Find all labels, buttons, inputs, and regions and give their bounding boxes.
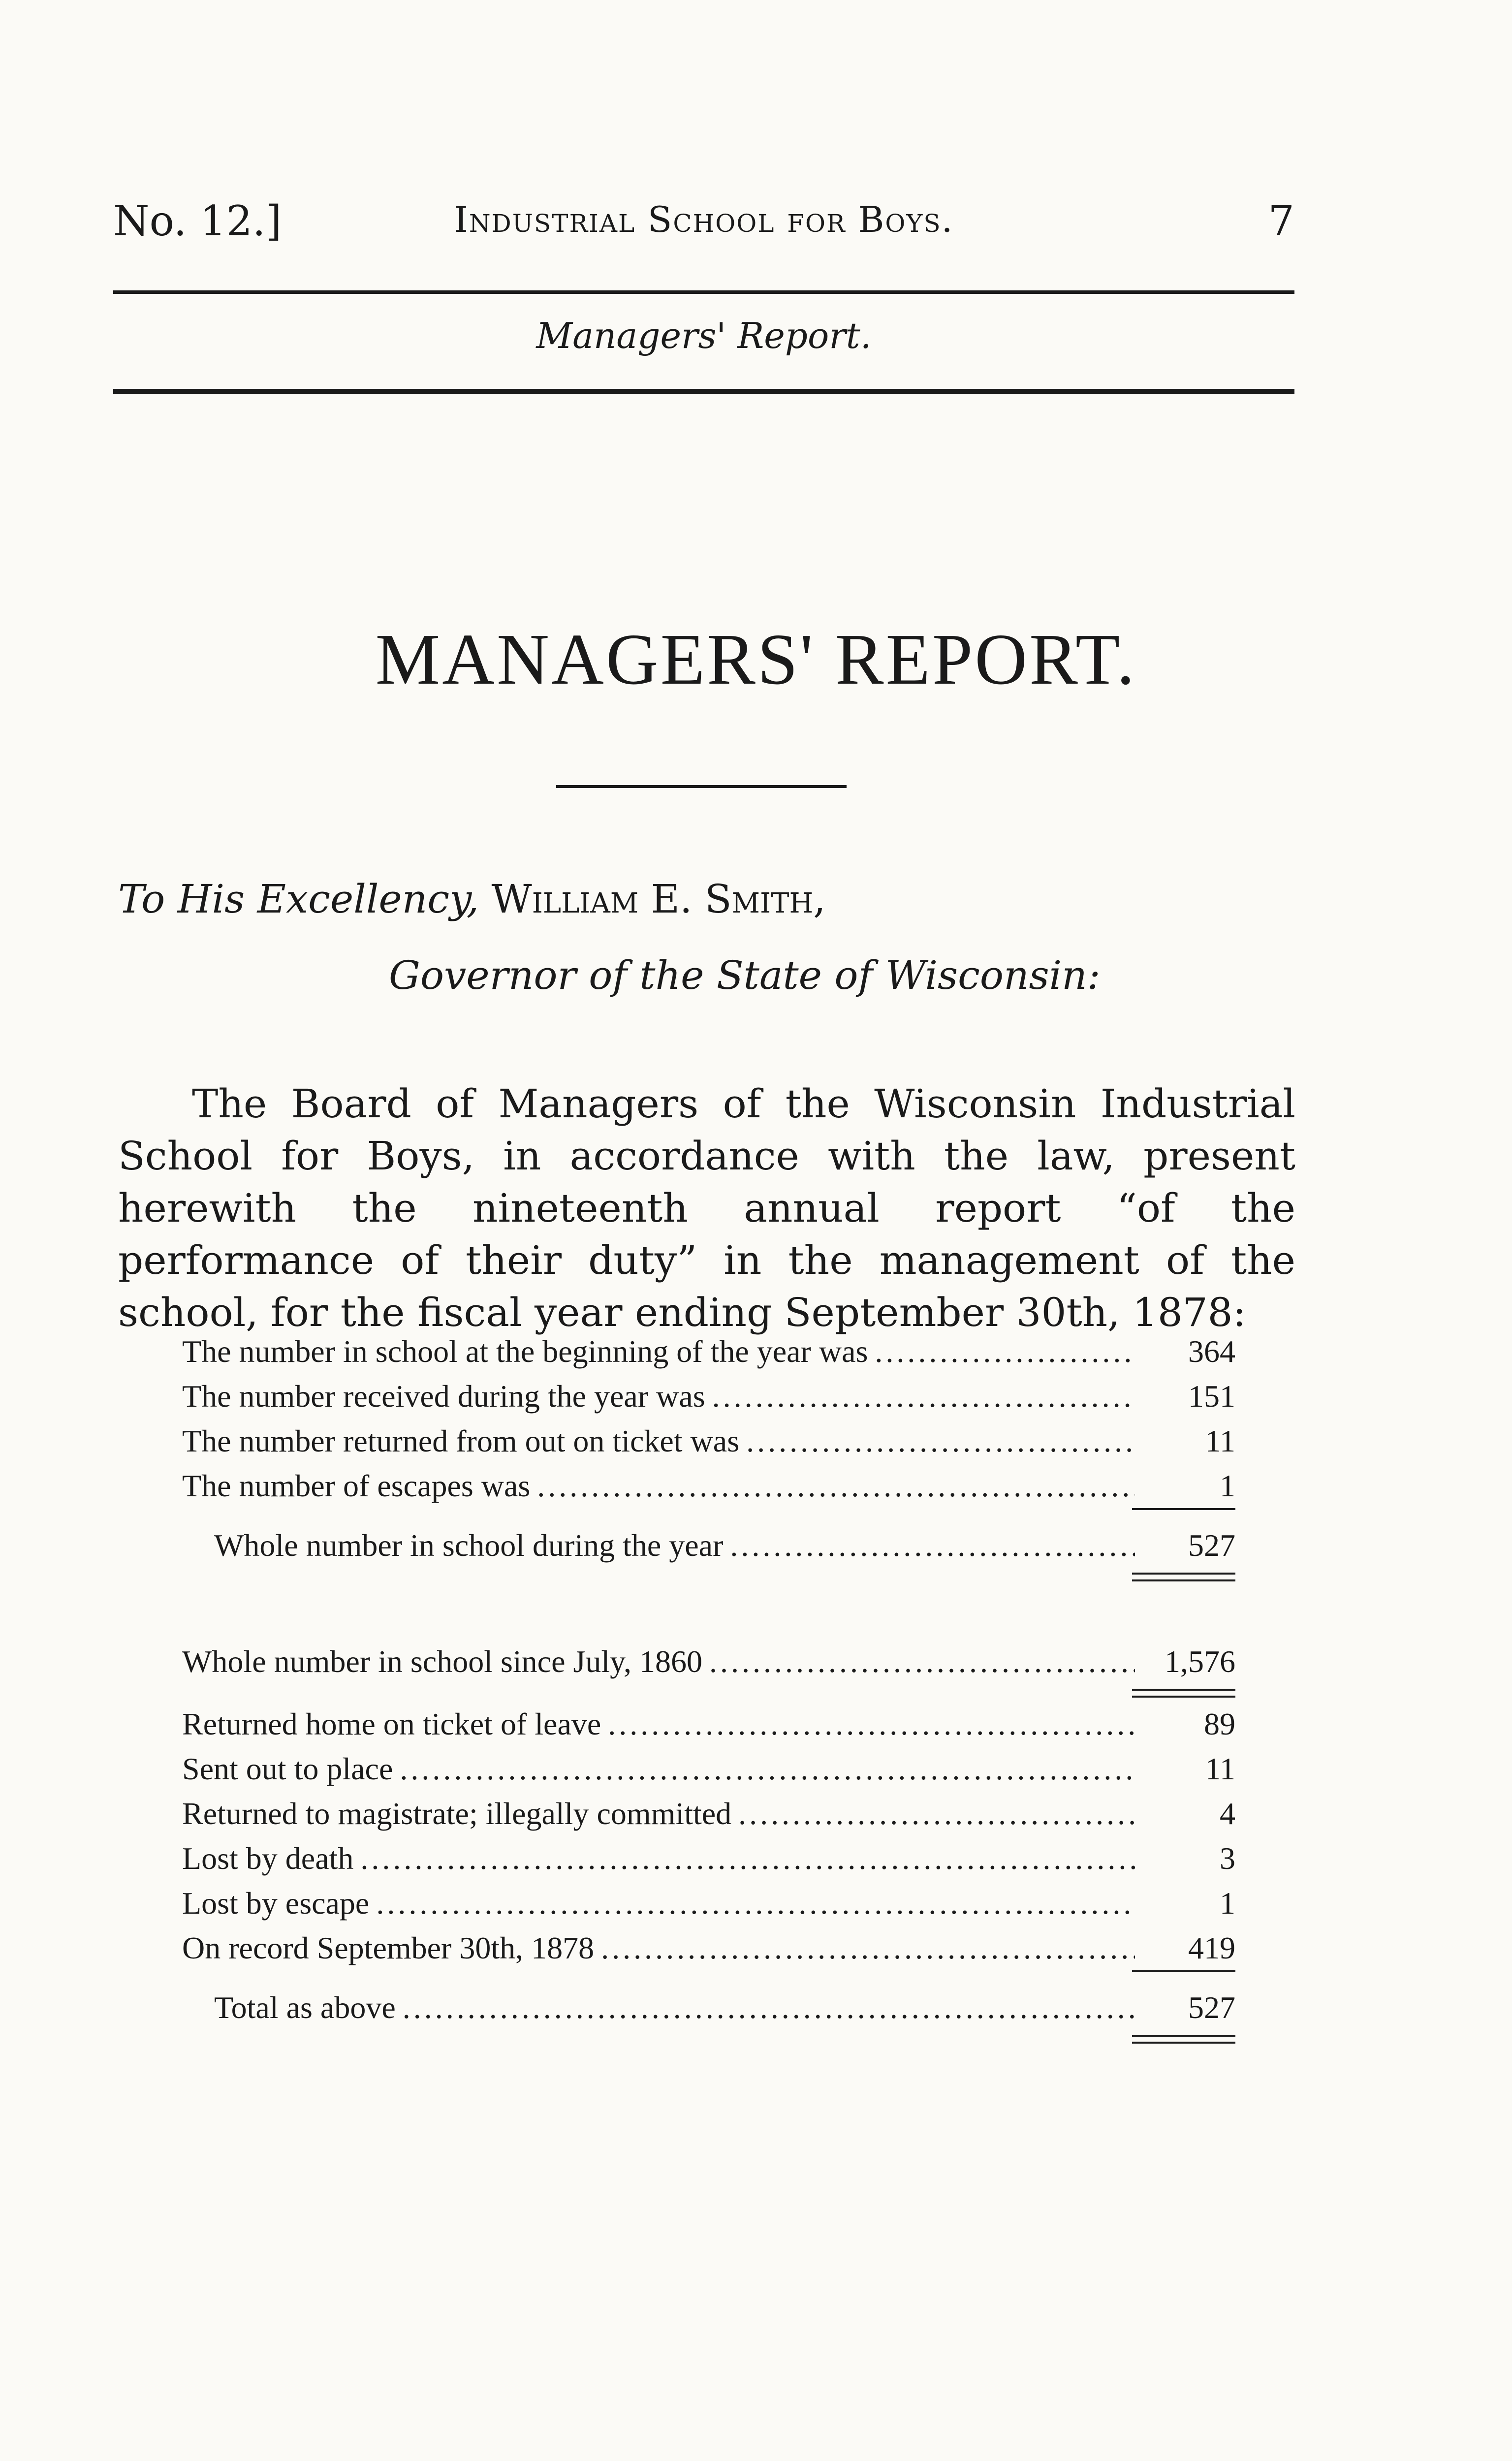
row-label: The number in school at the beginning of the year was [182, 1334, 868, 1369]
title-rule [556, 785, 847, 788]
table-row [182, 1374, 1235, 1419]
leader-dots [537, 1463, 1135, 1508]
leader-dots [601, 1925, 1135, 1970]
double-rule [182, 2030, 1235, 2050]
page-number: 7 [1268, 197, 1294, 245]
double-rule [182, 1684, 1235, 1702]
leader-dots [738, 1791, 1135, 1836]
row-value: 1,576 [1165, 1644, 1235, 1679]
double-rule [182, 1568, 1235, 1587]
row-label: Returned home on ticket of leave [182, 1706, 601, 1741]
section-subtitle: Managers' Report. [536, 315, 872, 356]
page-title: MANAGERS' REPORT. [375, 619, 1137, 700]
stats-since-table [182, 1639, 1235, 2050]
leader-dots [360, 1836, 1135, 1881]
running-title: Industrial School for Boys. [454, 199, 954, 240]
table-row [182, 1746, 1235, 1791]
total-row [182, 1523, 1235, 1568]
row-value: 151 [1188, 1379, 1235, 1414]
salutation: To His Excellency, [118, 876, 479, 922]
row-value: 1 [1220, 1468, 1235, 1503]
row-label: The number of escapes was [182, 1468, 531, 1503]
leader-dots [875, 1329, 1135, 1374]
leader-dots [376, 1881, 1135, 1925]
table-row [182, 1419, 1235, 1463]
row-label: The number received during the year was [182, 1379, 705, 1414]
row-label: Lost by death [182, 1841, 354, 1876]
table-row [182, 1329, 1235, 1374]
addressee-office: Governor of the State of Wisconsin: [389, 952, 1101, 998]
stats-year-table [182, 1329, 1235, 1587]
row-label: The number returned from out on ticket was [182, 1423, 740, 1458]
row-value: 11 [1205, 1423, 1235, 1458]
row-label: Returned to magistrate; illegally committed [182, 1796, 732, 1831]
document-number: No. 12.] [113, 197, 282, 245]
row-value: 1 [1220, 1886, 1235, 1921]
leader-dots [709, 1639, 1135, 1684]
row-label: Lost by escape [182, 1886, 370, 1921]
row-value: 4 [1220, 1796, 1235, 1831]
leader-dots [400, 1746, 1135, 1791]
row-label: On record September 30th, 1878 [182, 1930, 595, 1965]
row-value: 89 [1204, 1706, 1235, 1741]
leader-dots [746, 1419, 1135, 1463]
table-row [182, 1925, 1235, 1970]
table-row [182, 1791, 1235, 1836]
header-rule-top [113, 290, 1294, 294]
row-value: 3 [1220, 1841, 1235, 1876]
address-line [118, 876, 826, 922]
running-head [113, 197, 1294, 251]
leader-dots [403, 1985, 1135, 2030]
leader-dots [712, 1374, 1135, 1419]
total-row [182, 1985, 1235, 2030]
total-value: 527 [1188, 1990, 1235, 2025]
row-value: 419 [1188, 1930, 1235, 1965]
table-row [182, 1881, 1235, 1925]
row-label: Sent out to place [182, 1751, 393, 1786]
intro-paragraph: The Board of Managers of the Wisconsin Industrial School for Boys, in accordance with the law, present herewith the nineteenth annual report “of the performance of their duty” in the management of the school, for the fiscal year ending September 30th, 1878: [118, 1081, 1295, 1335]
row-value: 11 [1205, 1751, 1235, 1786]
table-row [182, 1702, 1235, 1746]
total-value: 527 [1188, 1528, 1235, 1563]
leader-dots [730, 1523, 1135, 1568]
header-rule-bottom [113, 389, 1294, 394]
leader-dots [608, 1702, 1135, 1746]
table-row [182, 1836, 1235, 1881]
table-row [182, 1463, 1235, 1508]
row-label: Whole number in school since July, 1860 [182, 1644, 702, 1679]
total-label: Total as above [214, 1990, 396, 2025]
row-value: 364 [1188, 1334, 1235, 1369]
addressee-name: William E. Smith, [491, 876, 826, 922]
whole-row [182, 1639, 1235, 1684]
total-label: Whole number in school during the year [214, 1528, 724, 1563]
